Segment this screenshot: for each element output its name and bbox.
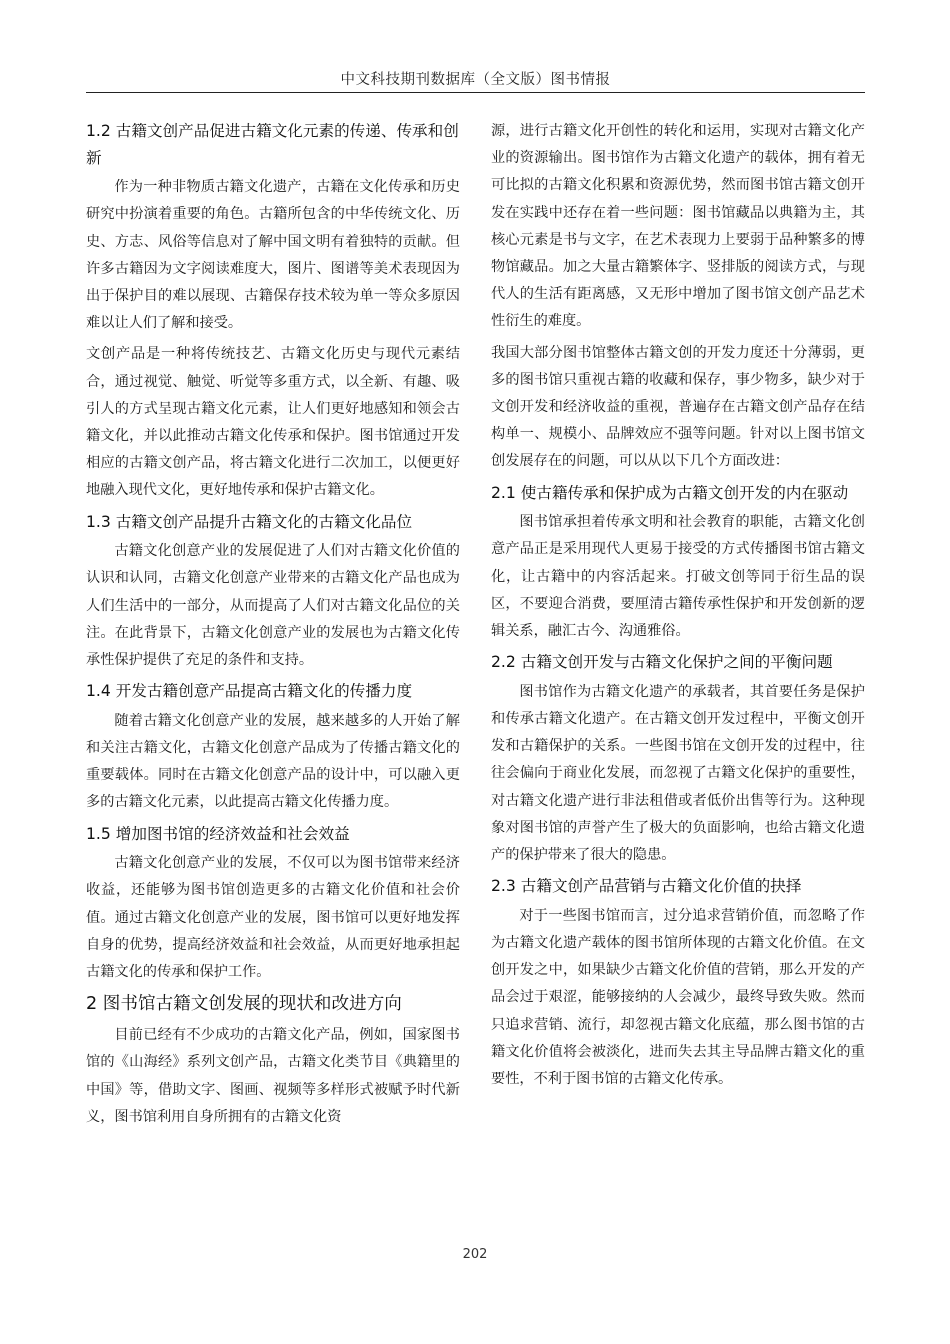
- section-2-3-paragraph: 对于一些图书馆而言，过分追求营销价值，而忽略了作为古籍文化遗产载体的图书馆所体现的古籍文化价值。在文创开发之中，如果缺少古籍文化价值的营销，那么开发的产品会过于艰涩，能够接纳的人会减少，最终导致失败。然而只追求营销、流行，却忽视古籍文化底蕴，那么图书馆的古籍文化价值将会被淡化，进而失去其主导品牌古籍文化的重要性，不利于图书馆的古籍文化传承。: [491, 907, 865, 1088]
- section-2-paragraph: 目前已经有不少成功的古籍文化产品，例如，国家图书馆的《山海经》系列文创产品，古籍文化类节目《典籍里的中国》等，借助文字、图画、视频等多样形式被赋予时代新义，图书馆利用自身所拥有的古籍文化资: [86, 1027, 460, 1125]
- section-2-heading: 2 图书馆古籍文创发展的现状和改进方向: [86, 994, 402, 1015]
- section-2-1-heading: 2.1 使古籍传承和保护成为古籍文创开发的内在驱动: [491, 483, 849, 502]
- section-2-paragraph-2: 我国大部分图书馆整体古籍文创的开发力度还十分薄弱，更多的图书馆只重视古籍的收藏和保存，事少物多，缺少对于文创开发和经济收益的重视，普遍存在古籍文创产品存在结构单一、规模小、品牌效应不强等问题。针对以上图书馆文创发展存在的问题，可以从以下几个方面改进：: [491, 344, 865, 470]
- right-column: [491, 118, 865, 1097]
- running-header: 中文科技期刊数据库（全文版）图书情报: [340, 72, 611, 88]
- page-number: 202: [462, 1247, 488, 1262]
- section-1-3-paragraph: 古籍文化创意产业的发展促进了人们对古籍文化价值的认识和认同，古籍文化创意产业带来的古籍文化产品也成为人们生活中的一部分，从而提高了人们对古籍文化品位的关注。在此背景下，古籍文化创意产业的发展也为古籍文化传承性保护提供了充足的条件和支持。: [86, 543, 460, 669]
- section-2-1-paragraph: 图书馆承担着传承文明和社会教育的职能，古籍文化创意产品正是采用现代人更易于接受的方式传播图书馆古籍文化，让古籍中的内容活起来。打破文创等同于衍生品的误区，不要迎合消费，要厘清古籍传承性保护和开发创新的逻辑关系，融汇古今、沟通雅俗。: [491, 514, 865, 640]
- section-1-4-heading: 1.4 开发古籍创意产品提高古籍文化的传播力度: [86, 682, 413, 701]
- section-2-paragraph-continued: 源，进行古籍文化开创性的转化和运用，实现对古籍文化产业的资源输出。图书馆作为古籍文化遗产的载体，拥有着无可比拟的古籍文化积累和资源优势，然而图书馆古籍文创开发在实践中还存在着一些问题：图书馆藏品以典籍为主，其核心元素是书与文字，在艺术表现力上要弱于品种繁多的博物馆藏品。加之大量古籍繁体字、竖排版的阅读方式，与现代人的生活有距离感，又无形中增加了图书馆文创产品艺术性衍生的难度。: [491, 123, 865, 330]
- section-1-2-heading: 1.2 古籍文创产品促进古籍文化元素的传递、传承和创新: [86, 122, 459, 167]
- section-1-2-paragraph-1: 作为一种非物质古籍文化遗产，古籍在文化传承和历史研究中扮演着重要的角色。古籍所包含的中华传统文化、历史、方志、风俗等信息对了解中国文明有着独特的贡献。但许多古籍因为文字阅读难度大，图片、图谱等美术表现因为出于保护目的难以展现、古籍保存技术较为单一等众多原因难以让人们了解和接受。: [86, 179, 460, 332]
- section-1-5-heading: 1.5 增加图书馆的经济效益和社会效益: [86, 824, 350, 843]
- left-column: [86, 118, 460, 1135]
- section-1-2-paragraph-2: 文创产品是一种将传统技艺、古籍文化历史与现代元素结合，通过视觉、触觉、听觉等多重方式，以全新、有趣、吸引人的方式呈现古籍文化元素，让人们更好地感知和领会古籍文化，并以此推动古籍文化传承和保护。图书馆通过开发相应的古籍文创产品，将古籍文化进行二次加工，以便更好地融入现代文化，更好地传承和保护古籍文化。: [86, 346, 460, 499]
- section-1-3-heading: 1.3 古籍文创产品提升古籍文化的古籍文化品位: [86, 512, 413, 531]
- section-2-2-heading: 2.2 古籍文创开发与古籍文化保护之间的平衡问题: [491, 653, 833, 672]
- section-2-2-paragraph: 图书馆作为古籍文化遗产的承载者，其首要任务是保护和传承古籍文化遗产。在古籍文创开发过程中，平衡文创开发和古籍保护的关系。一些图书馆在文创开发的过程中，往往会偏向于商业化发展，而忽视了古籍文化保护的重要性，对古籍文化遗产进行非法租借或者低价出售等行为。这种现象对图书馆的声誉产生了极大的负面影响，也给古籍文化遗产的保护带来了很大的隐患。: [491, 683, 865, 864]
- section-2-3-heading: 2.3 古籍文创产品营销与古籍文化价值的抉择: [491, 877, 802, 896]
- section-1-5-paragraph: 古籍文化创意产业的发展，不仅可以为图书馆带来经济收益，还能够为图书馆创造更多的古籍文化价值和社会价值。通过古籍文化创意产业的发展，图书馆可以更好地发挥自身的优势，提高经济效益和社会效益，从而更好地承担起古籍文化的传承和保护工作。: [86, 855, 460, 981]
- section-1-4-paragraph: 随着古籍文化创意产业的发展，越来越多的人开始了解和关注古籍文化，古籍文化创意产品成为了传播古籍文化的重要载体。同时在古籍文化创意产品的设计中，可以融入更多的古籍文化元素，以此提高古籍文化传播力度。: [86, 712, 460, 811]
- header-rule: [86, 92, 865, 93]
